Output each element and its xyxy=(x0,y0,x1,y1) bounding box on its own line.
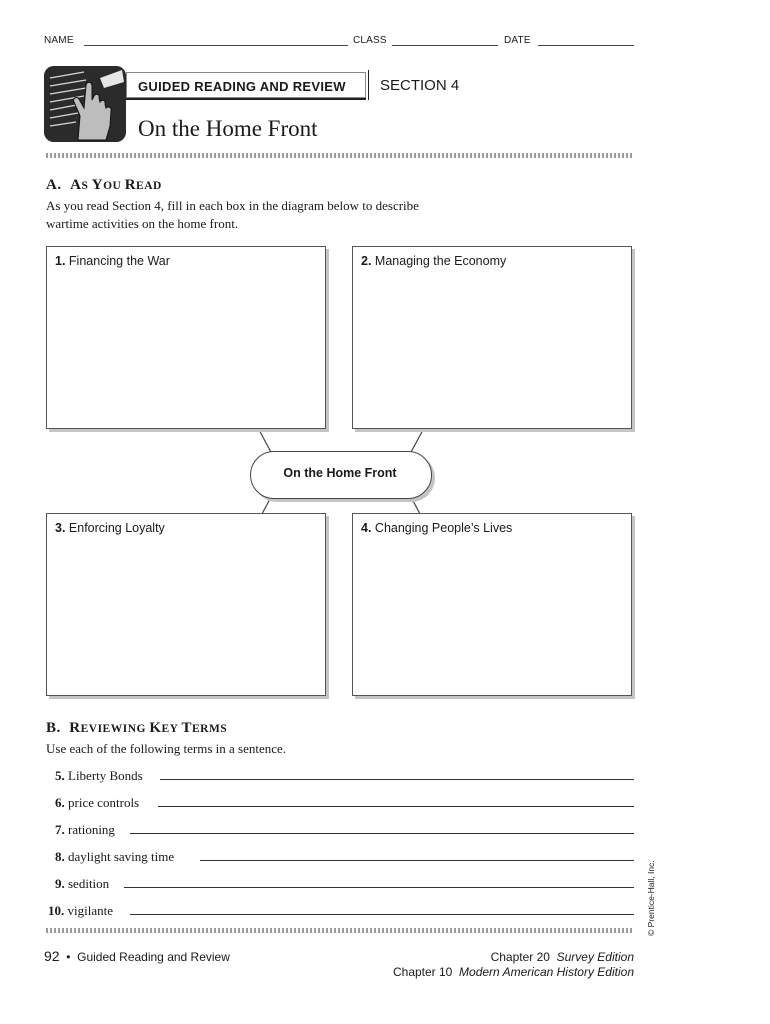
term-6: 6. price controls xyxy=(55,795,140,810)
term-10-answer-line[interactable] xyxy=(130,914,634,915)
box-managing[interactable] xyxy=(352,246,632,429)
term-6-answer-line[interactable] xyxy=(158,806,634,807)
box-financing[interactable] xyxy=(46,246,326,429)
term-7-answer-line[interactable] xyxy=(130,833,634,834)
section-a-instruction-1: As you read Section 4, fill in each box in the diagram below to describe xyxy=(46,198,419,213)
footer-left: 92 • Guided Reading and Review xyxy=(44,948,230,964)
term-8: 8. daylight saving time xyxy=(55,849,175,864)
term-5-answer-line[interactable] xyxy=(160,779,634,780)
name-label: NAME xyxy=(44,35,74,46)
footer-rule xyxy=(46,928,634,933)
term-9-answer-line[interactable] xyxy=(124,887,634,888)
box-enforcing-label: 3. Enforcing Loyalty xyxy=(55,521,165,535)
page-title: On the Home Front xyxy=(138,116,318,141)
page-number: 92 xyxy=(44,948,60,964)
footer-right-line-2: Chapter 10 Modern American History Edition xyxy=(392,965,634,979)
section-b-heading: B. REVIEWING KEY TERMS xyxy=(46,720,228,736)
kicker-label: GUIDED READING AND REVIEW xyxy=(138,79,346,94)
diagram-center-label: On the Home Front xyxy=(283,466,397,480)
term-8-answer-line[interactable] xyxy=(200,860,634,861)
box-financing-label: 1. Financing the War xyxy=(55,254,170,268)
section-a-instruction-2: wartime activities on the home front. xyxy=(46,216,239,231)
term-10: 10. vigilante xyxy=(48,903,113,918)
term-9: 9. sedition xyxy=(55,876,110,891)
section-a-heading: A. AS YOU READ xyxy=(46,177,162,193)
term-7: 7. rationing xyxy=(55,822,115,837)
box-enforcing[interactable] xyxy=(46,513,326,696)
section-b-instruction: Use each of the following terms in a sentence. xyxy=(46,741,287,756)
class-label: CLASS xyxy=(353,35,387,46)
footer-book-title: Guided Reading and Review xyxy=(77,950,230,964)
date-label: DATE xyxy=(504,35,531,46)
copyright-notice: © Prentice-Hall, Inc. xyxy=(646,860,656,936)
term-5: 5. Liberty Bonds xyxy=(55,768,143,783)
box-changing[interactable] xyxy=(352,513,632,696)
box-managing-label: 2. Managing the Economy xyxy=(361,254,507,268)
section-label: SECTION 4 xyxy=(380,77,460,94)
footer-right-line-1: Chapter 20 Survey Edition xyxy=(490,950,634,964)
box-changing-label: 4. Changing People’s Lives xyxy=(361,521,513,535)
